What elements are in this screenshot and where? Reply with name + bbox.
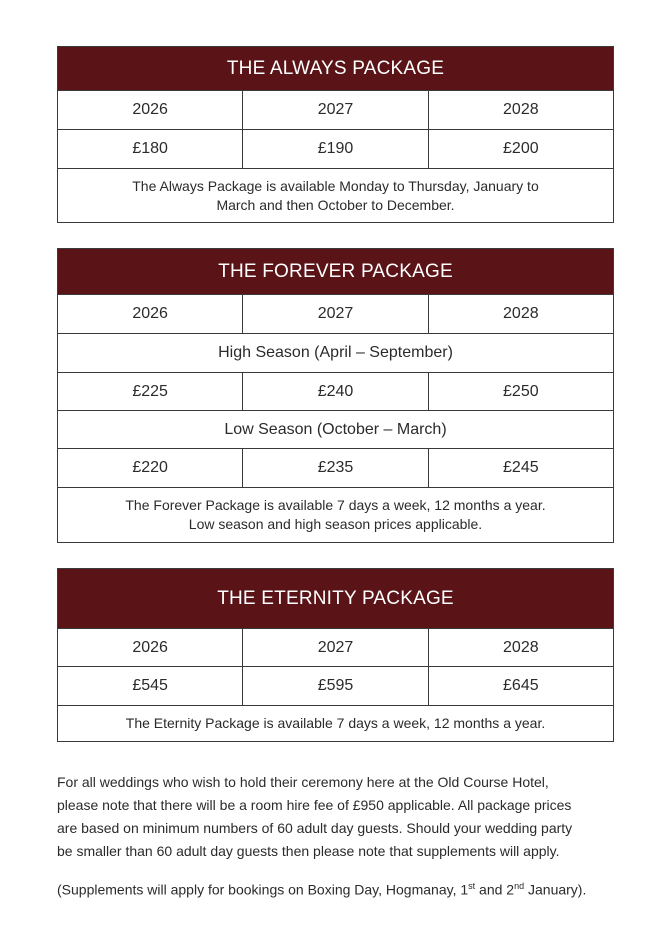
eternity-years-row xyxy=(58,628,613,666)
note-line: The Eternity Package is available 7 days a week, 12 months a year. xyxy=(125,715,546,731)
low-season-label: Low Season (October – March) xyxy=(58,410,613,448)
price-cell: £250 xyxy=(428,373,613,410)
always-prices-row xyxy=(58,129,613,168)
year-cell: 2026 xyxy=(132,638,168,656)
note-line: Low season and high season prices applicable. xyxy=(188,516,483,532)
year-cell: 2026 xyxy=(132,101,168,118)
always-note xyxy=(58,168,613,222)
high-season-prices-row xyxy=(58,372,613,410)
price-cell: £595 xyxy=(242,667,427,705)
year-cell: 2027 xyxy=(242,91,427,129)
supplements-text-end: January). xyxy=(524,881,587,898)
price-cell: £240 xyxy=(242,373,427,410)
eternity-note xyxy=(58,705,613,741)
footer-line: For all weddings who wish to hold their ceremony here at the Old Course Hotel, xyxy=(57,774,549,790)
always-package-table xyxy=(57,46,614,223)
price-cell: £235 xyxy=(242,449,427,487)
price-cell: £645 xyxy=(428,667,613,705)
footer-line: be smaller than 60 adult day guests then please note that supplements will apply. xyxy=(57,843,560,859)
price-cell: £220 xyxy=(132,459,168,476)
price-cell: £245 xyxy=(428,449,613,487)
forever-package-table xyxy=(57,248,614,543)
supplements-sup-1: st xyxy=(468,881,476,891)
price-cell: £545 xyxy=(132,677,168,694)
supplements-text-start: (Supplements will apply for bookings on Boxing Day, Hogmanay, 1 xyxy=(57,881,469,898)
note-line: The Always Package is available Monday to Thursday, January to xyxy=(132,177,539,194)
eternity-package-title: THE ETERNITY PACKAGE xyxy=(58,569,613,628)
year-cell: 2026 xyxy=(132,305,168,322)
supplements-note xyxy=(57,875,627,902)
year-cell: 2028 xyxy=(428,629,613,666)
footer-paragraph xyxy=(57,771,627,863)
price-cell: £225 xyxy=(132,382,168,400)
price-cell: £180 xyxy=(132,140,168,157)
low-season-prices-row xyxy=(58,448,613,487)
year-cell: 2028 xyxy=(428,91,613,129)
supplements-text-mid: and 2 xyxy=(475,881,515,898)
note-line: The Forever Package is available 7 days a week, 12 months a year. xyxy=(125,497,546,513)
note-line: March and then October to December. xyxy=(216,196,455,213)
high-season-label: High Season (April – September) xyxy=(58,333,613,372)
always-years-row xyxy=(58,90,613,129)
year-cell: 2027 xyxy=(242,629,427,666)
footer-line: are based on minimum numbers of 60 adult day guests. Should your wedding party xyxy=(57,820,573,836)
eternity-package-table xyxy=(57,568,614,742)
year-cell: 2027 xyxy=(242,295,427,333)
year-cell: 2028 xyxy=(428,295,613,333)
forever-package-title: THE FOREVER PACKAGE xyxy=(58,249,613,294)
footer-line: please note that there will be a room hire fee of £950 applicable. All package prices xyxy=(57,797,572,813)
forever-years-row xyxy=(58,294,613,333)
forever-note xyxy=(58,487,613,542)
eternity-prices-row xyxy=(58,666,613,705)
price-cell: £200 xyxy=(428,130,613,168)
price-cell: £190 xyxy=(242,130,427,168)
supplements-sup-2: nd xyxy=(514,881,525,891)
always-package-title: THE ALWAYS PACKAGE xyxy=(58,47,613,90)
